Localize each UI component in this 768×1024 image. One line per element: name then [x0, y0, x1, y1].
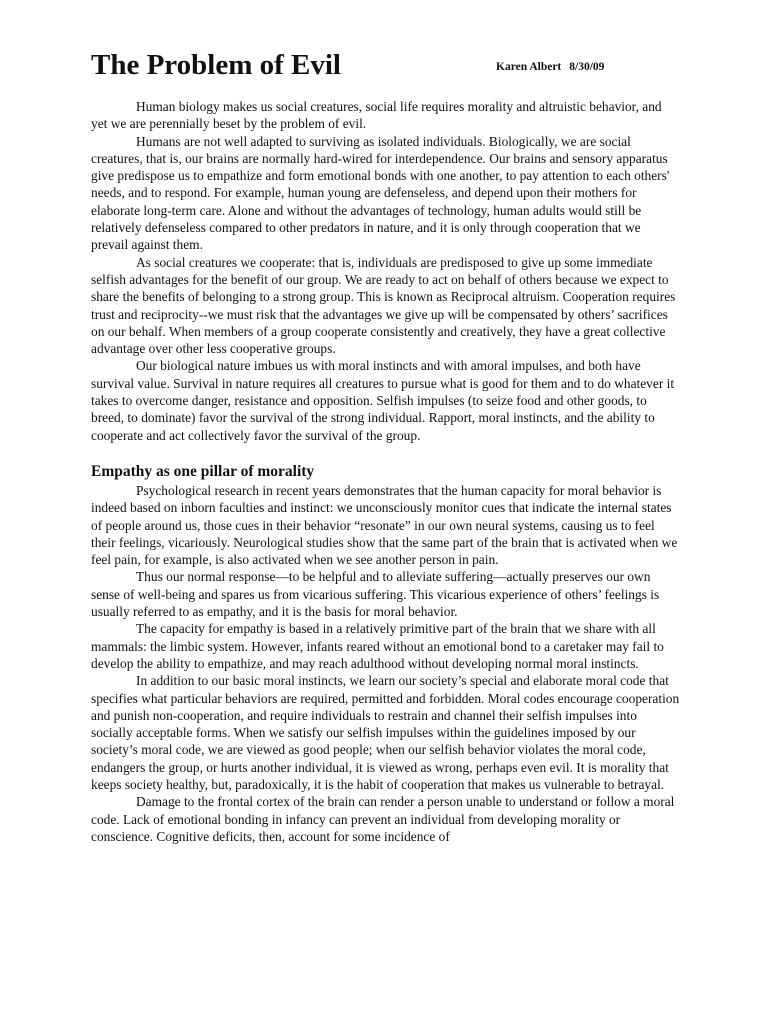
- paragraph: Psychological research in recent years demonstrates that the human capacity for moral behavior is indeed based on inborn faculties and instinct: we unconsciously monitor cues that indicate the internal states of people around us, those cues in their behavior “resonate” in our own neural systems, causing us to feel their feelings, vicariously. Neurological studies show that the same part of the brain that is activated when we feel pain, for example, is also activated when we see another person in pain.: [91, 482, 678, 568]
- section-heading: Empathy as one pillar of morality: [91, 462, 315, 480]
- document-body: [91, 98, 681, 845]
- paragraph: Damage to the frontal cortex of the brain can render a person unable to understand or follow a moral code. Lack of emotional bonding in infancy can prevent an individual from developing morality or conscience. Cognitive deficits, then, account for some incidence of: [91, 794, 675, 844]
- paragraph: Our biological nature imbues us with moral instincts and with amoral impulses, and both have survival value. Survival in nature requires all creatures to pursue what is good for them and to do whatever it takes to overcome danger, resistance and opposition. Selfish impulses (to seize food and other goods, to breed, to dominate) favor the survival of the strong individual. Rapport, moral instincts, and the ability to cooperate and act collectively favor the survival of the group.: [91, 358, 675, 443]
- paragraph: Human biology makes us social creatures, social life requires morality and altruistic behavior, and yet we are perennially beset by the problem of evil.: [91, 99, 662, 132]
- paragraph: Humans are not well adapted to surviving as isolated individuals. Biologically, we are social creatures, that is, our brains are normally hard-wired for interdependence. Our brains and sensory apparatus give predispose us to empathize and form emotional bonds with one another, to pay attention to each others' needs, and to respond. For example, human young are defenseless, and depend upon their mothers for elaborate long-term care. Alone and without the advantages of technology, human adults would still be relatively defenseless compared to other predators in nature, and it is only through cooperation that we prevail against them.: [91, 133, 670, 253]
- byline: [496, 61, 604, 73]
- author-name: Karen Albert: [496, 61, 562, 73]
- document-title: The Problem of Evil: [91, 49, 341, 81]
- paragraph: Thus our normal response—to be helpful and to alleviate suffering—actually preserves our own sense of well-being and spares us from vicarious suffering. This vicarious experience of others’ feelings is usually referred to as empathy, and it is the basis for moral behavior.: [91, 569, 660, 620]
- document-date: 8/30/09: [569, 61, 605, 73]
- paragraph: In addition to our basic moral instincts, we learn our society’s special and elaborate moral code that specifies what particular behaviors are required, permitted and forbidden. Moral codes encourage cooperation and punish non-cooperation, and require individuals to restrain and channel their selfish impulses into socially acceptable forms. When we satisfy our selfish impulses within the guidelines imposed by our society’s moral code, we are viewed as good people; when our selfish behavior violates the moral code, endangers the group, or hurts another individual, it is viewed as wrong, perhaps even evil. It is morality that keeps society healthy, but, paradoxically, it is the habit of cooperation that makes us vulnerable to betrayal.: [91, 673, 680, 792]
- document-header: [91, 47, 691, 87]
- paragraph: The capacity for empathy is based in a relatively primitive part of the brain that we share with all mammals: the limbic system. However, infants reared without an emotional bond to a caretaker may fail to develop the ability to empathize, and may reach adulthood without developing normal moral instincts.: [91, 621, 664, 671]
- paragraph: As social creatures we cooperate: that is, individuals are predisposed to give up some immediate selfish advantages for the benefit of our group. We are ready to act on behalf of others because we expect to share the benefits of belonging to a strong group. This is known as Reciprocal altruism. Cooperation requires trust and reciprocity--we must risk that the advantages we give up will be compensated by others’ sacrifices on our behalf. When members of a group cooperate consistently and creatively, they have a great collective advantage over other less cooperative groups.: [91, 254, 676, 357]
